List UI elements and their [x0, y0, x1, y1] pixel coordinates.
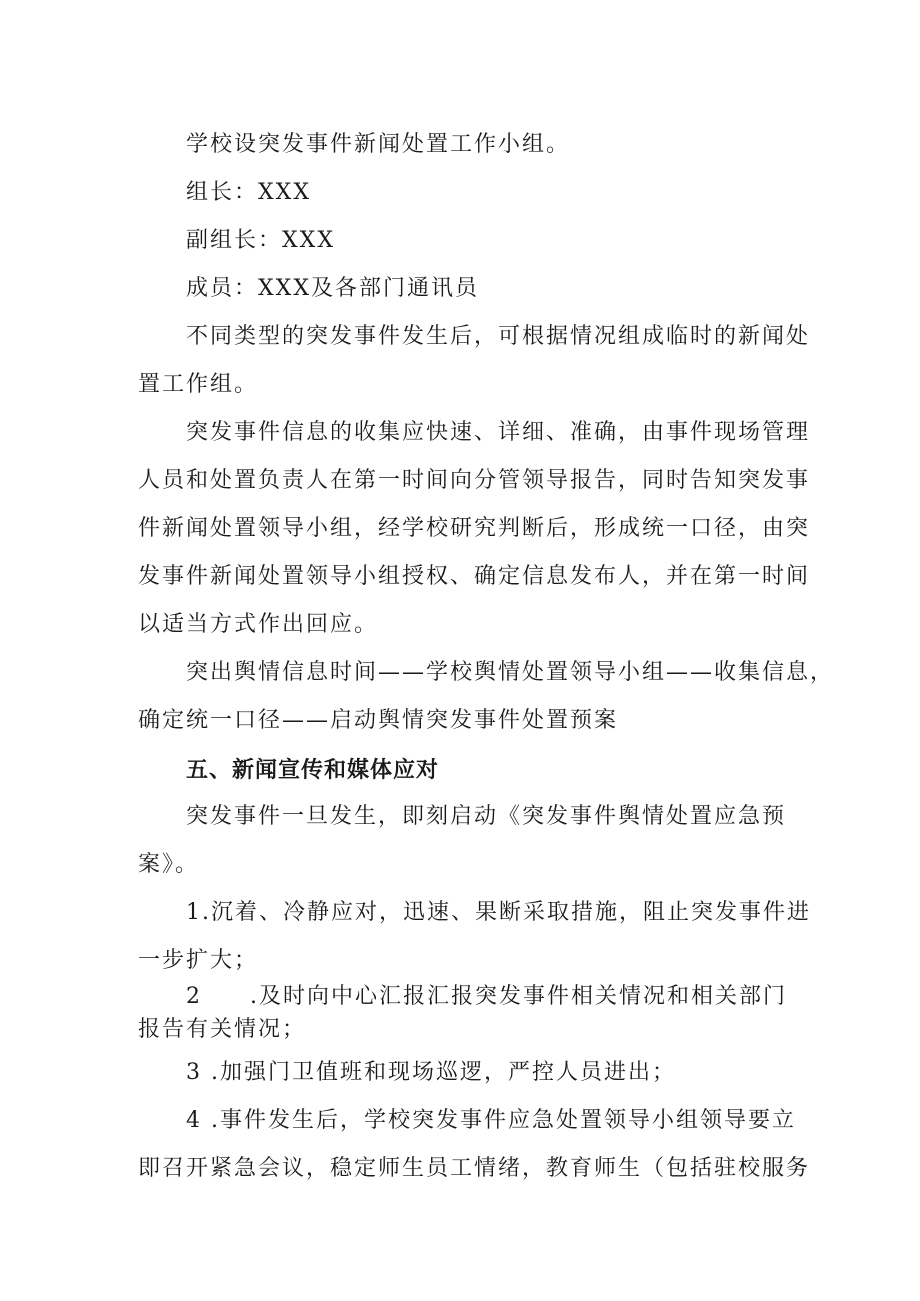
list-number: 2 [186, 984, 202, 1009]
paragraph-line: 件新闻处置领导小组，经学校研究判断后，形成统一口径，由突 [138, 516, 811, 541]
list-item-line: 一步扩大； [138, 948, 259, 973]
list-item-line: 1.沉着、冷静应对，迅速、果断采取措施，阻止突发事件进 [186, 900, 811, 925]
paragraph-line: 突出舆情信息时间——学校舆情处置领导小组——收集信息， [186, 660, 835, 685]
paragraph-line: 突发事件信息的收集应快速、详细、准确，由事件现场管理 [186, 420, 811, 445]
paragraph-line: 发事件新闻处置领导小组授权、确定信息发布人，并在第一时间 [138, 564, 811, 589]
paragraph-line: 置工作组。 [138, 372, 259, 397]
paragraph-line: 学校设突发事件新闻处置工作小组。 [186, 132, 571, 157]
paragraph-line: 不同类型的突发事件发生后，可根据情况组成临时的新闻处 [186, 324, 811, 349]
paragraph-line: 人员和处置负责人在第一时间向分管领导报告，同时告知突发事 [138, 468, 811, 493]
list-item-line: 3 .加强门卫值班和现场巡逻，严控人员进出； [186, 1060, 676, 1085]
list-item-line: 4 .事件发生后，学校突发事件应急处置领导小组领导要立 [186, 1108, 796, 1133]
list-item-line [186, 982, 798, 1012]
paragraph-line: 组长：XXX [186, 180, 311, 205]
paragraph-line: 以适当方式作出回应。 [138, 612, 379, 637]
paragraph-line: 突发事件一旦发生，即刻启动《突发事件舆情处置应急预 [186, 804, 787, 829]
paragraph-line: 成员：XXX及各部门通讯员 [186, 276, 479, 301]
paragraph-line: 确定统一口径——启动舆情突发事件处置预案 [138, 708, 619, 733]
list-item-line: 即召开紧急会议，稳定师生员工情绪，教育师生（包括驻校服务 [138, 1156, 811, 1181]
section-heading: 五、新闻宣传和媒体应对 [186, 758, 440, 783]
list-item-text: .及时向中心汇报汇报突发事件相关情况和相关部门 [250, 984, 787, 1009]
paragraph-line: 副组长：XXX [186, 228, 335, 253]
paragraph-line: 案》。 [138, 852, 200, 877]
list-item-line: 报告有关情况； [138, 1017, 307, 1042]
